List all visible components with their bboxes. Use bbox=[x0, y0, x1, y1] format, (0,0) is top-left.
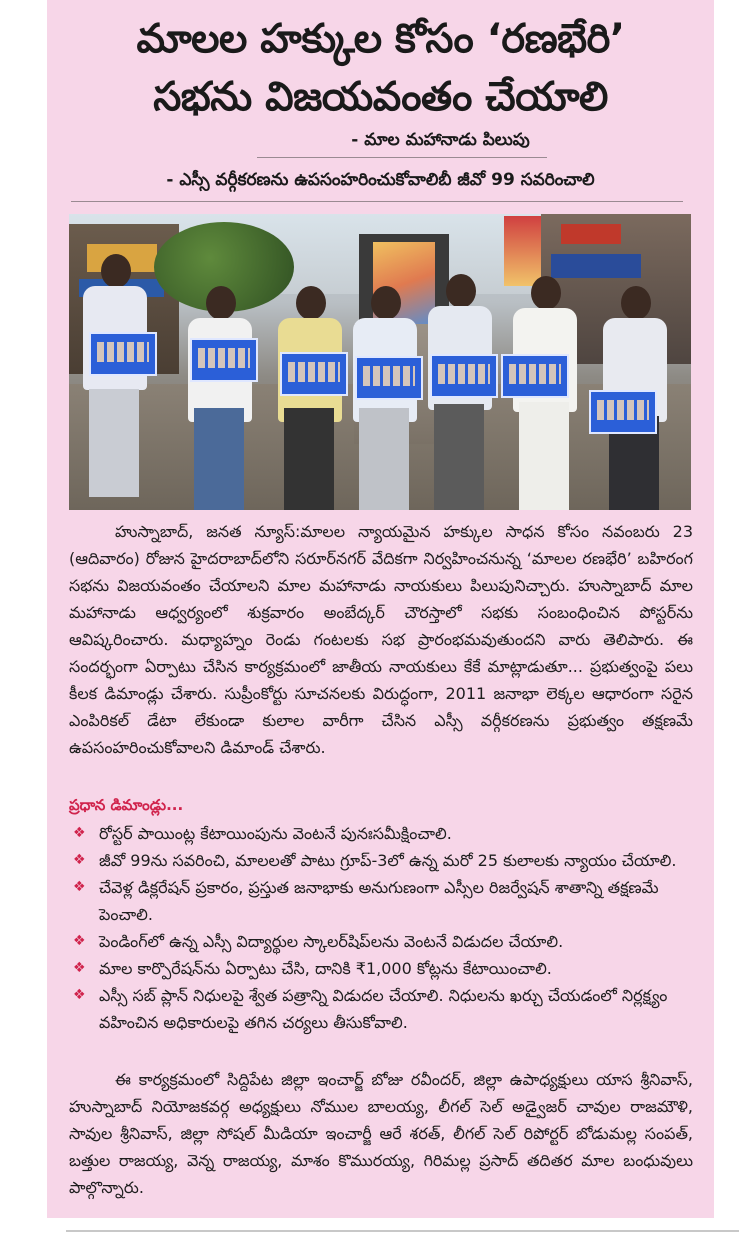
demands-list bbox=[69, 820, 693, 1036]
diamond-bullet-icon: ❖ bbox=[73, 852, 86, 868]
diamond-bullet-icon: ❖ bbox=[73, 825, 86, 841]
list-item: ❖ రోస్టర్ పాయింట్ల కేటాయింపును వెంటనే పునఃసమీక్షించాలి. bbox=[69, 820, 693, 847]
list-item: ❖ ఎస్సీ సబ్ ప్లాన్ నిధులపై శ్వేత పత్రాన్ని విడుదల చేయాలి. నిధులను ఖర్చు చేయడంలో నిర్లక్ష్యం వహించిన అధికారులపై తగిన చర్యలు తీసుకోవాలి. bbox=[69, 982, 693, 1036]
subheading-2: - ఎస్సీ వర్గీకరణను ఉపసంహరించుకోవాలిబీ జీవో 99 సవరించాలి bbox=[166, 170, 595, 190]
diamond-bullet-icon: ❖ bbox=[73, 960, 86, 976]
footer-divider bbox=[66, 1230, 739, 1232]
list-item: ❖ జీవో 99ను సవరించి, మాలలతో పాటు గ్రూప్-3లో ఉన్న మరో 25 కులాలకు న్యాయం చేయాలి. bbox=[69, 847, 693, 874]
diamond-bullet-icon: ❖ bbox=[73, 879, 86, 895]
list-item: ❖ చేవెళ్ల డిక్లరేషన్ ప్రకారం, ప్రస్తుత జనాభాకు అనుగుణంగా ఎస్సీల రిజర్వేషన్ శాతాన్ని తక్షణమే పెంచాలి. bbox=[69, 874, 693, 928]
news-article bbox=[47, 0, 714, 1218]
headline-line-1: మాలల హక్కుల కోసం ‘రణభేరి’ bbox=[136, 16, 625, 62]
article-paragraph-1: హుస్నాబాద్, జనత న్యూస్:మాలల న్యాయమైన హక్కుల సాధన కోసం నవంబరు 23 (ఆదివారం) రోజున హైదరాబాద్‌లోని సరూర్‌నగర్ వేదికగా నిర్వహించనున్న ‘మాలల రణభేరి’ బహిరంగ సభను విజయవంతం చేయాలని మాల మహానాడు నాయకులు పిలుపునిచ్చారు. హుస్నాబాద్ మాల మహానాడు ఆధ్వర్యంలో శుక్రవారం అంబేద్కర్ చౌరస్తాలో సభకు సంబంధించిన పోస్టర్‌ను ఆవిష్కరించారు. మధ్యాహ్నం రెండు గంటలకు సభ ప్రారంభమవుతుందని వారు తెలిపారు. ఈ సందర్భంగా ఏర్పాటు చేసిన కార్యక్రమంలో జాతీయ నాయకులు కేకే మాట్లాడుతూ... ప్రభుత్వంపై పలు కీలక డిమాండ్లు చేశారు. సుప్రీంకోర్టు సూచనలకు విరుద్ధంగా, 2011 జనాభా లెక్కల ఆధారంగా సరైన ఎంపిరికల్ డేటా లేకుండా కులాల వారీగా చేసిన ఎస్సీ వర్గీకరణను ప్రభుత్వం తక్షణమే ఉపసంహరించుకోవాలని డిమాండ్ చేశారు. bbox=[69, 522, 693, 757]
article-paragraph-2: ఈ కార్యక్రమంలో సిద్దిపేట జిల్లా ఇంచార్జ్ బోజు రవీందర్, జిల్లా ఉపాధ్యక్షులు యాస శ్రీనివాస్, హుస్నాబాద్ నియోజకవర్గ అధ్యక్షులు నోముల బాలయ్య, లీగల్ సెల్ అడ్వైజర్ చావుల రాజమౌళి, సావుల శ్రీనివాస్, జిల్లా సోషల్ మీడియా ఇంచార్జీ ఆరే శరత్, లీగల్ సెల్ రిపోర్టర్ బోడుమల్ల సంపత్, బత్తుల రాజయ్య, వెన్న రాజయ్య, మాశం కొమురయ్య, గిరిమల్ల ప్రసాద్ తదితర మాల బంధువులు పాల్గొన్నారు. bbox=[69, 1070, 693, 1197]
headline-line-2: సభను విజయవంతం చేయాలి bbox=[153, 74, 608, 120]
demands-heading: ప్రధాన డిమాండ్లు... bbox=[69, 796, 184, 814]
diamond-bullet-icon: ❖ bbox=[73, 987, 86, 1003]
headline bbox=[47, 10, 714, 126]
list-item: ❖ మాల కార్పొరేషన్‌ను ఏర్పాటు చేసి, దానికి ₹1,000 కోట్లను కేటాయించాలి. bbox=[69, 955, 693, 982]
subheading-1: - మాల మహానాడు పిలుపు bbox=[351, 130, 530, 150]
subheading-divider bbox=[257, 157, 547, 158]
diamond-bullet-icon: ❖ bbox=[73, 933, 86, 949]
subheading-divider-2 bbox=[71, 201, 683, 202]
list-item: ❖ పెండింగ్‌లో ఉన్న ఎస్సీ విద్యార్థుల స్కాలర్‌షిప్‌లను వెంటనే విడుదల చేయాలి. bbox=[69, 928, 693, 955]
news-photo bbox=[69, 214, 691, 510]
